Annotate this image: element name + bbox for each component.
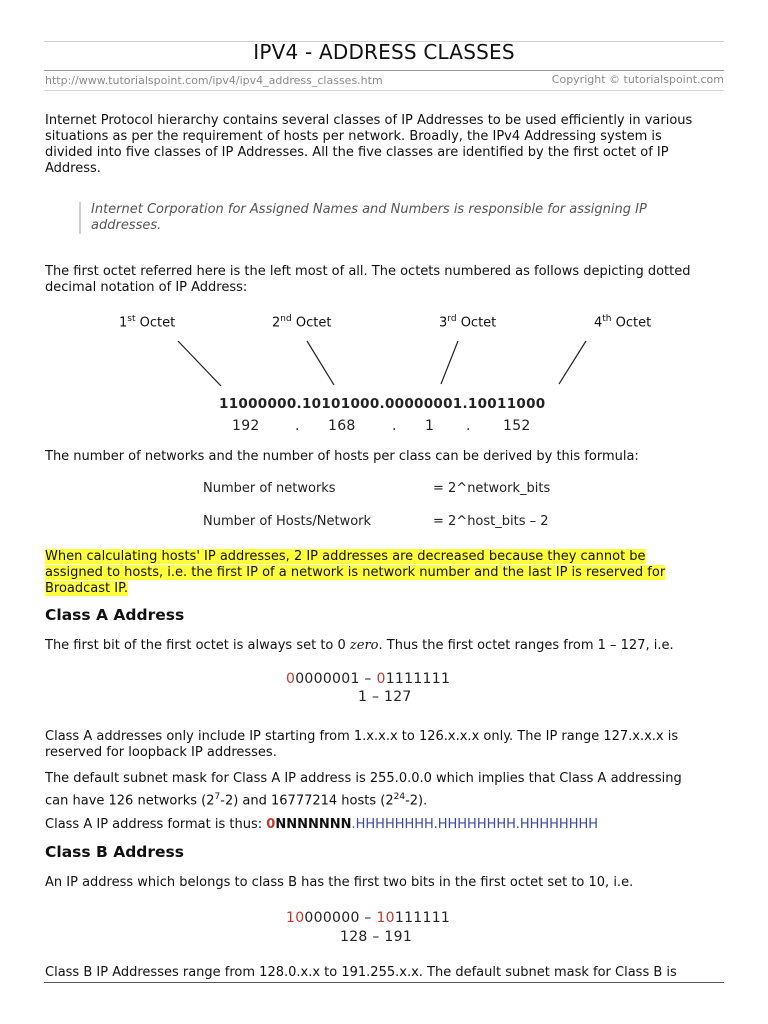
formula-paragraph: The number of networks and the number of hosts per class can be derived by this formula:	[45, 449, 639, 464]
formula-hosts-label: Number of Hosts/Network	[203, 514, 372, 529]
octet-binary: 11000000.10101000.00000001.10011000	[219, 396, 546, 412]
class-a-format: Class A IP address format is thus: 0NNNNNNN.HHHHHHHH.HHHHHHHH.HHHHHHHH	[45, 817, 599, 832]
class-a-mask-paragraph: The default subnet mask for Class A IP address is 255.0.0.0 which implies that Class A addressing can have 126 networks $(2^7-2)$ and 16777214 hosts $(2^{24}-2)$.	[45, 771, 682, 809]
class-a-binary-range: 00000001 – 01111111	[286, 671, 451, 687]
octet-decimal-192: 192	[232, 418, 260, 434]
octet-para-line: decimal notation of IP Address:	[45, 280, 248, 295]
note-line: addresses.	[91, 218, 162, 233]
class-a-range-paragraph: Class A addresses only include IP starting from 1.x.x.x to 126.x.x.x only. The IP range 127.x.x.x is reserved for loopback IP addresses.	[45, 729, 679, 760]
page-title: IPV4 - ADDRESS CLASSES	[253, 40, 515, 64]
class-b-decimal-range: 128 – 191	[340, 929, 413, 945]
class-a-heading: Class A Address	[45, 606, 185, 624]
source-url[interactable]: http://www.tutorialspoint.com/ipv4/ipv4_address_classes.htm	[45, 74, 383, 87]
copyright-notice: Copyright © tutorialspoint.com	[551, 73, 724, 86]
octet-pointer-3	[441, 341, 458, 384]
octet-label-1: 1st Octet	[119, 314, 176, 331]
octet-dot: .	[392, 418, 397, 434]
class-b-range-paragraph: Class B IP Addresses range from 128.0.x.x to 191.255.x.x. The default subnet mask for Class B is	[45, 965, 677, 980]
note-line: Internet Corporation for Assigned Names and Numbers is responsible for assigning IP	[91, 202, 647, 217]
octet-pointer-4	[559, 341, 586, 384]
highlight-line: When calculating hosts' IP addresses, 2 IP addresses are decreased because they cannot be	[45, 549, 646, 564]
class-b-heading: Class B Address	[45, 843, 185, 861]
octet-decimal-152: 152	[503, 418, 531, 434]
octet-decimal-1: 1	[425, 418, 435, 434]
octet-label-4: 4th Octet	[594, 314, 652, 331]
octet-label-3: 3rd Octet	[439, 314, 497, 331]
octet-pointer-lines	[0, 0, 768, 420]
formula-networks-value: = 2^network_bits	[433, 481, 551, 496]
formula-networks-label: Number of networks	[203, 481, 336, 496]
highlight-note	[45, 549, 725, 597]
class-b-first-bits: An IP address which belongs to class B has the first two bits in the first octet set to 10, i.e.	[45, 875, 634, 890]
octet-pointer-1	[178, 341, 221, 386]
formula-hosts-value: = 2^host_bits – 2	[433, 514, 549, 529]
class-a-first-bit: The first bit of the first octet is always set to 0 zero. Thus the first octet ranges from 1 – 127, i.e.	[45, 638, 674, 653]
highlight-line: assigned to hosts, i.e. the first IP of a network is network number and the last IP is reserved for	[45, 565, 666, 580]
intro-line: Internet Protocol hierarchy contains several classes of IP Addresses to be used efficiently in various	[45, 113, 693, 128]
octet-pointer-2	[307, 341, 334, 385]
intro-line: situations as per the requirement of hosts per network. Broadly, the IPv4 Addressing system is	[45, 129, 662, 144]
octet-label-2: 2nd Octet	[272, 314, 332, 331]
octet-para-line: The first octet referred here is the left most of all. The octets numbered as follows depicting dotted	[45, 264, 691, 279]
highlight-line: Broadcast IP.	[45, 581, 129, 596]
octet-decimal-168: 168	[328, 418, 356, 434]
octet-dot: .	[466, 418, 471, 434]
class-a-decimal-range: 1 – 127	[358, 689, 412, 705]
intro-line: divided into five classes of IP Addresses. All the five classes are identified by the first octet of IP	[45, 145, 669, 160]
intro-line: Address.	[45, 161, 101, 176]
class-b-binary-range: 10000000 – 10111111	[286, 910, 451, 926]
octet-dot: .	[295, 418, 300, 434]
